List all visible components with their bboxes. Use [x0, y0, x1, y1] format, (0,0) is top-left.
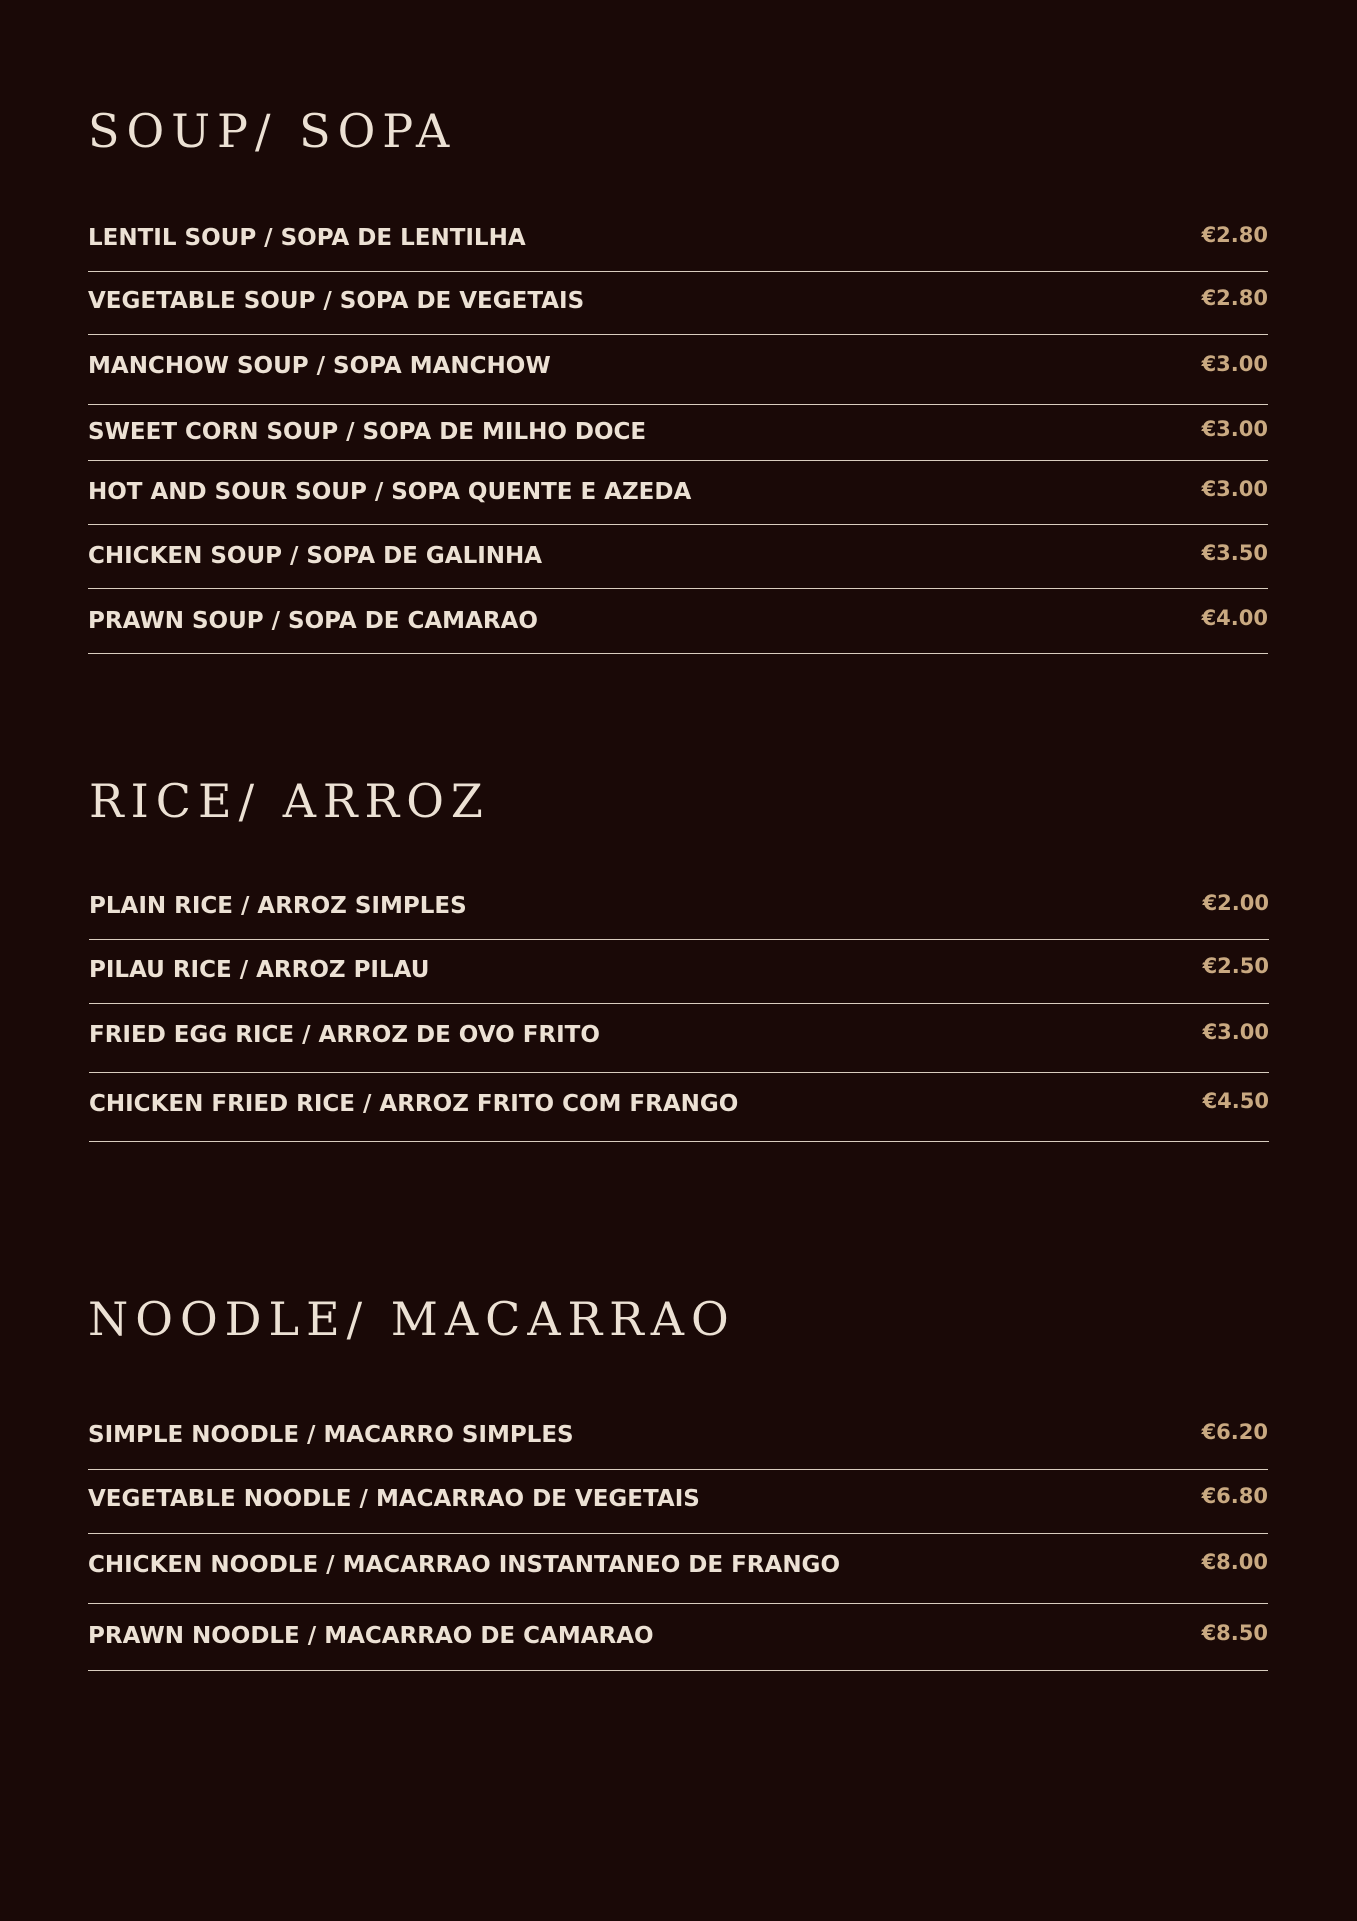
section-title: RICE/ ARROZ	[89, 774, 490, 828]
item-price: €3.00	[1201, 477, 1268, 501]
item-price: €3.50	[1201, 541, 1268, 565]
menu-item	[88, 461, 1268, 525]
menu-item	[88, 1470, 1268, 1534]
menu-item	[88, 335, 1268, 405]
item-price: €2.00	[1202, 891, 1269, 915]
item-price: €4.50	[1202, 1089, 1269, 1113]
item-name: PLAIN RICE / ARROZ SIMPLES	[89, 893, 467, 919]
menu-item	[88, 1409, 1268, 1470]
menu-item	[89, 880, 1269, 940]
item-name: CHICKEN NOODLE / MACARRAO INSTANTANEO DE FRANGO	[88, 1552, 840, 1578]
item-price: €6.80	[1201, 1484, 1268, 1508]
item-price: €2.80	[1201, 286, 1268, 310]
item-price: €2.80	[1201, 223, 1268, 247]
section-title: NOODLE/ MACARRAO	[88, 1292, 736, 1346]
item-price: €3.00	[1201, 352, 1268, 376]
item-price: €3.00	[1201, 417, 1268, 441]
menu-item	[89, 1073, 1269, 1142]
item-name: CHICKEN SOUP / SOPA DE GALINHA	[88, 543, 543, 569]
section-title: SOUP/ SOPA	[88, 104, 457, 158]
item-name: VEGETABLE NOODLE / MACARRAO DE VEGETAIS	[88, 1486, 700, 1512]
item-price: €8.50	[1201, 1621, 1268, 1645]
item-name: CHICKEN FRIED RICE / ARROZ FRITO COM FRANGO	[89, 1091, 739, 1117]
menu-item	[88, 525, 1268, 589]
item-price: €6.20	[1201, 1420, 1268, 1444]
menu-item	[88, 1534, 1268, 1604]
menu-item	[88, 589, 1268, 654]
item-name: MANCHOW SOUP / SOPA MANCHOW	[88, 353, 551, 379]
item-name: HOT AND SOUR SOUP / SOPA QUENTE E AZEDA	[88, 479, 692, 505]
item-name: LENTIL SOUP / SOPA DE LENTILHA	[88, 225, 526, 251]
menu-item	[88, 272, 1268, 335]
item-name: SIMPLE NOODLE / MACARRO SIMPLES	[88, 1422, 574, 1448]
menu-item	[89, 1004, 1269, 1073]
item-price: €4.00	[1201, 606, 1268, 630]
item-price: €3.00	[1202, 1020, 1269, 1044]
item-name: PRAWN NOODLE / MACARRAO DE CAMARAO	[88, 1623, 654, 1649]
item-price: €8.00	[1201, 1550, 1268, 1574]
item-name: VEGETABLE SOUP / SOPA DE VEGETAIS	[88, 288, 585, 314]
menu-item	[88, 1604, 1268, 1671]
menu-item	[89, 940, 1269, 1004]
item-name: FRIED EGG RICE / ARROZ DE OVO FRITO	[89, 1022, 600, 1048]
item-name: PRAWN SOUP / SOPA DE CAMARAO	[88, 608, 538, 634]
menu-item	[88, 212, 1268, 272]
item-name: PILAU RICE / ARROZ PILAU	[89, 957, 430, 983]
menu-item	[88, 405, 1268, 461]
item-price: €2.50	[1202, 954, 1269, 978]
item-name: SWEET CORN SOUP / SOPA DE MILHO DOCE	[88, 419, 647, 445]
